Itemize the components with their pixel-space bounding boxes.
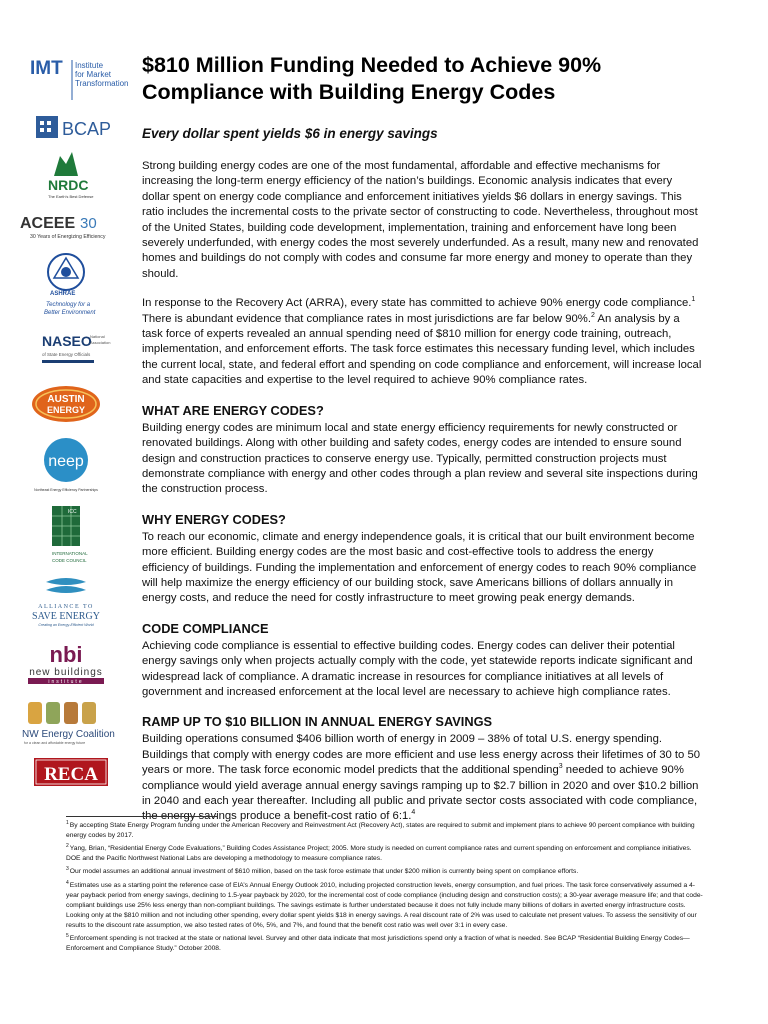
section-body-ramp-up <box>142 732 702 824</box>
nbi-logo <box>16 640 116 688</box>
icc-logo-l2: CODE COUNCIL <box>52 558 87 563</box>
footnote-ref-2: 2 <box>590 311 595 319</box>
naseo-logo-graphic <box>16 330 116 368</box>
nwec-logo-tag: for a clean and affordable energy future <box>24 741 86 745</box>
footnote-ref-4: 4 <box>411 809 416 817</box>
footnote-2 <box>66 841 706 864</box>
nbi-logo-graphic <box>16 640 116 688</box>
arra-paragraph <box>142 296 702 388</box>
footnote-divider <box>66 816 218 817</box>
austin-energy-logo <box>16 384 116 424</box>
nbi-logo-sub2: institute <box>48 679 84 685</box>
imt-logo <box>16 54 129 104</box>
footnotes <box>66 818 706 954</box>
icc-logo <box>16 504 116 566</box>
naseo-logo-l1: National <box>90 334 105 339</box>
reca-logo <box>16 756 116 788</box>
naseo-logo <box>16 330 116 368</box>
footnote-number: 2 <box>66 843 69 850</box>
nrdc-logo-graphic <box>16 148 116 200</box>
aceee-logo <box>16 212 116 242</box>
bcap-logo <box>16 112 116 142</box>
footnote-text: By accepting State Energy Program funding under the American Recovery and Reinvestment Act (Recovery Act), states are required to submit and implement plans to achieve 90 percent compliance with building energy codes by 2017. <box>66 822 695 840</box>
nrdc-logo <box>16 148 116 200</box>
aceee-logo-tag: 30 Years of Energizing Efficiency <box>30 234 106 240</box>
arra-text-c: An analysis by a task force of experts revealed an annual spending need of $810 million for energy code training, outreach, implementation, and enforcement efforts. The task force estimates this necessary funding level, which includes the current local, state, and federal effort and spending on code compliance and enforcement, will increase local and state capacities and expertise to the level required to achieve 90% compliance rates. <box>142 312 702 387</box>
imt-logo-graphic <box>16 54 129 104</box>
ashrae-logo-text: ASHRAE <box>50 291 76 297</box>
naseo-logo-text: NASEO <box>42 333 92 349</box>
austin-energy-logo-l2: ENERGY <box>46 405 86 415</box>
bcap-logo-graphic <box>16 112 116 142</box>
ashrae-logo-tag1: Technology for a <box>46 302 91 308</box>
intro-paragraph: Strong building energy codes are one of the most fundamental, affordable and effective mechanisms for increasing the long-term energy efficiency of the nation’s buildings. Economic analysis indicates that every dollar spent on energy code compliance and enforcement initiatives yields $6 dollars in energy savings. This ratio includes the incremental costs to the private sector of constructing to code. Nevertheless, throughout most of the United States, building code development, implementation, training and enforcement have long been severely underfunded, with energy codes the most severely underfunded. As a result, many new and renovated homes and buildings do not comply with codes and consume far more energy and money to operate than they should. <box>142 160 699 280</box>
footnote-text: Our model assumes an additional annual investment of $610 million, based on the task force estimate that under $200 million is currently being spent on compliance efforts. <box>69 868 579 876</box>
footnote-5 <box>66 931 706 954</box>
neep-logo-graphic <box>16 436 116 494</box>
ramp-text-a: Building operations consumed $406 billion worth of energy in 2009 – 38% of total U.S. energy spending. Buildings that comply with energy codes are more efficient and use less energy across their lifetimes of 30 to 50 years or more. The task force economic model predicts that the additional spending <box>142 733 701 777</box>
aceee-logo-text: ACEEE <box>20 215 76 232</box>
nrdc-logo-text: NRDC <box>48 177 89 193</box>
aceee-logo-num: 30 <box>80 215 97 232</box>
ramp-text-b: needed to achieve 90% compliance would yield average annual energy savings ramping up to $2.7 billion in 2020 and over $10.2 billion in 2040 and each year thereafter. Including all public and private sector costs associated with code compliance, the energy savings produce a benefit-cost ratio of 6:1. <box>142 764 699 823</box>
footnote-1 <box>66 818 706 841</box>
section-body-what-are-energy-codes: Building energy codes are minimum local and state energy efficiency requirements for newly constructed or renovated buildings. Along with other building and safety codes, energy codes are intended to ensure sound design and construction practices to conserve energy use. Typically, permitted construction projects must demonstrate compliance with energy and other codes through a plan review and several site inspections during the construction process. <box>142 421 698 496</box>
neep-logo <box>16 436 116 494</box>
page-subtitle: Every dollar spent yields $6 in energy savings <box>142 126 438 141</box>
imt-logo-line2: for Market <box>75 70 112 79</box>
footnote-number: 5 <box>66 932 69 939</box>
alliance-logo-l1: ALLIANCE TO <box>38 604 94 610</box>
alliance-logo-graphic <box>16 574 116 630</box>
footnote-text: Enforcement spending is not tracked at the state or national level. Survey and other data indicate that most jurisdictions spend only a fraction of what is needed. See BCAP “Residential Building Energy Codes—Enforcement and Compliance Study.” October 2008. <box>66 935 690 953</box>
section-body-why-energy-codes: To reach our economic, climate and energy independence goals, it is critical that our built environment become more efficient. Building energy codes are the most basic and cost-effective tools to address the energy efficiency of buildings. Funding the implementation and enforcement of energy codes to reach 90% compliance will help maximize the energy efficiency of our building stock, save Americans billions of dollars annually in energy costs, and reduce the need for costly infrastructure to meet growing peak energy demands. <box>142 530 697 605</box>
imt-logo-line3: Transformation <box>75 79 129 88</box>
section-heading-what-are-energy-codes: WHAT ARE ENERGY CODES? <box>142 402 324 418</box>
footnote-text: Estimates use as a starting point the reference case of EIA’s Annual Energy Outlook 2010, including projected construction levels, energy consumption, and fuel prices. The task force conservatively assumed a 4-year payback period from energy savings, declining to 1.5-year payback by 2020, for the incremental cost of code compliance (including design and construction costs); a 30-year average measure life; and that code-compliant buildings use 25% less energy than non-compliant buildings. The savings estimate is further understated because it does not fully include many billions of dollars in averted energy infrastructure costs. Looking only at the $810 million and not including other spending, every dollar spent yields $18 in energy savings. A real discount rate of 2% was used to calculate net present values. To assess the sensitivity of our results to the discount rate assumption, we also tested rates of 0%, 5%, and 7%, and found that the benefit cost ratio was well over 3:1 in every case. <box>66 881 703 929</box>
austin-energy-logo-l1: AUSTIN <box>47 394 85 405</box>
neep-logo-text: neep <box>48 453 84 470</box>
reca-logo-graphic <box>16 756 116 788</box>
nbi-logo-sub: new buildings <box>29 667 103 678</box>
arra-text-b: There is abundant evidence that compliance rates in most jurisdictions are far below 90%. <box>142 312 591 325</box>
section-heading-why-energy-codes: WHY ENERGY CODES? <box>142 511 286 527</box>
reca-logo-text: RECA <box>44 764 98 785</box>
alliance-to-save-energy-logo <box>16 574 116 630</box>
ashrae-logo-tag2: Better Environment <box>44 310 96 316</box>
section-heading-ramp-up: RAMP UP TO $10 BILLION IN ANNUAL ENERGY SAVINGS <box>142 714 493 730</box>
nwec-logo-graphic <box>16 698 116 748</box>
nwec-logo-text: NW Energy Coalition <box>22 729 115 740</box>
ashrae-logo <box>16 250 116 322</box>
footnote-3 <box>66 864 706 877</box>
icc-logo-l1: INTERNATIONAL <box>52 551 88 556</box>
section-heading-code-compliance: CODE COMPLIANCE <box>142 620 269 636</box>
neep-logo-tag: Northeast Energy Efficiency Partnerships <box>34 488 98 492</box>
footnote-number: 1 <box>66 820 69 826</box>
austin-energy-logo-graphic <box>16 384 116 424</box>
nbi-logo-text: nbi <box>49 642 83 667</box>
footnote-ref-1: 1 <box>691 296 696 304</box>
footnote-number: 4 <box>66 879 69 886</box>
naseo-logo-l2: Association <box>90 340 111 345</box>
footnote-ref-3: 3 <box>558 763 563 771</box>
footnote-4 <box>66 878 706 931</box>
aceee-logo-graphic <box>16 212 116 242</box>
ashrae-logo-graphic <box>16 250 116 322</box>
arra-text-a: In response to the Recovery Act (ARRA), every state has committed to achieve 90% energy code compliance. <box>142 297 692 310</box>
nrdc-logo-tag: The Earth's Best Defense <box>48 194 94 199</box>
naseo-logo-l3: of State Energy Officials <box>42 352 91 357</box>
imt-logo-main: IMT <box>30 58 63 79</box>
main-content <box>142 52 702 839</box>
page-title: $810 Million Funding Needed to Achieve 90% Compliance with Building Energy Codes <box>142 53 602 104</box>
icc-logo-text: ICC <box>68 509 77 515</box>
nw-energy-coalition-logo <box>16 698 116 748</box>
alliance-logo-l2: SAVE ENERGY <box>32 611 100 622</box>
imt-logo-line1: Institute <box>75 61 104 70</box>
alliance-logo-tag: Creating an Energy-Efficient World <box>38 623 94 627</box>
footnote-number: 3 <box>66 866 69 873</box>
footnote-text: Yang, Brian, “Residential Energy Code Evaluations,” Building Codes Assistance Project; 2005. More study is needed on current compliance rates and current spending on enforcement and compliance initiatives. DOE and the Pacific Northwest National Labs are developing a methodology to measure compliance rates. <box>66 845 692 863</box>
bcap-logo-text: BCAP <box>62 119 112 139</box>
icc-logo-graphic <box>16 504 116 566</box>
section-body-code-compliance: Achieving code compliance is essential to effective building codes. Energy codes can deliver their potential energy savings only when projects actually comply with the code, yet statewide reports indicate significant and widespread lack of compliance. A dramatic increase in resources for compliance initiatives at all levels of government and increased enforcement at the local level are necessary to achieve high compliance rates. <box>142 639 693 698</box>
